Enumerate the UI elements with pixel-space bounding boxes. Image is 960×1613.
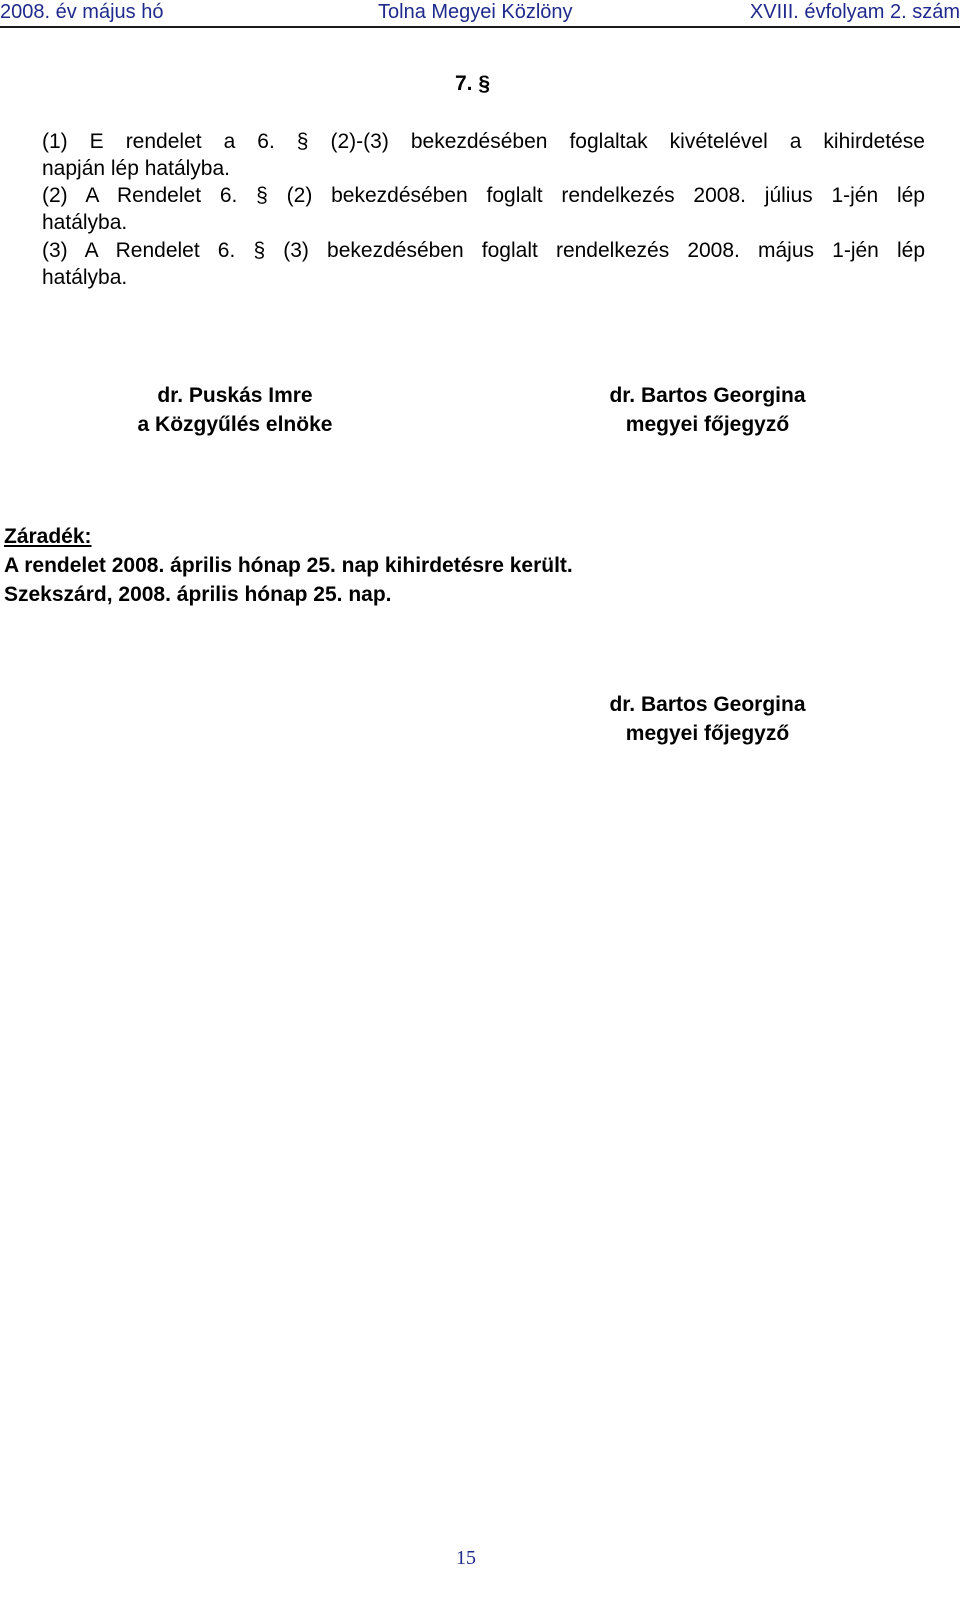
article-number: 7. § (455, 72, 491, 95)
header-publication-title: Tolna Megyei Közlöny (378, 1, 573, 23)
signature-chairman (110, 381, 360, 439)
header-issue: XVIII. évfolyam 2. szám (749, 1, 960, 23)
paragraph-2-line-2: hatályba. (42, 211, 128, 234)
clause-block (4, 522, 573, 609)
signature-clause-notary-name: dr. Bartos Georgina (609, 693, 806, 716)
clause-title: Záradék: (4, 525, 92, 548)
page-header (0, 0, 960, 28)
signature-chairman-title: a Közgyűlés elnöke (137, 413, 333, 436)
signature-notary (585, 381, 830, 439)
paragraph-2 (42, 182, 925, 236)
page-number: 15 (456, 1547, 476, 1569)
header-date: 2008. év május hó (0, 1, 164, 23)
paragraph-1-line-1: (1) E rendelet a 6. § (2)-(3) bekezdésében foglaltak kivételével a kihirdetése (42, 130, 925, 153)
paragraph-3-line-2: hatályba. (42, 266, 128, 289)
signature-chairman-name: dr. Puskás Imre (157, 384, 313, 407)
paragraph-3-line-1: (3) A Rendelet 6. § (3) bekezdésében foglalt rendelkezés 2008. május 1-jén lép (42, 239, 925, 262)
paragraph-1 (42, 128, 925, 182)
paragraph-3 (42, 237, 925, 291)
signature-clause-notary-title: megyei főjegyző (625, 722, 790, 745)
signature-clause-notary (585, 690, 830, 748)
clause-place-date-line: Szekszárd, 2008. április hónap 25. nap. (4, 583, 392, 606)
clause-promulgation-line: A rendelet 2008. április hónap 25. nap kihirdetésre került. (4, 554, 573, 577)
signature-notary-title: megyei főjegyző (625, 413, 790, 436)
paragraph-1-line-2: napján lép hatályba. (42, 157, 230, 180)
signature-notary-name: dr. Bartos Georgina (609, 384, 806, 407)
paragraph-2-line-1: (2) A Rendelet 6. § (2) bekezdésében foglalt rendelkezés 2008. július 1-jén lép (42, 184, 925, 207)
